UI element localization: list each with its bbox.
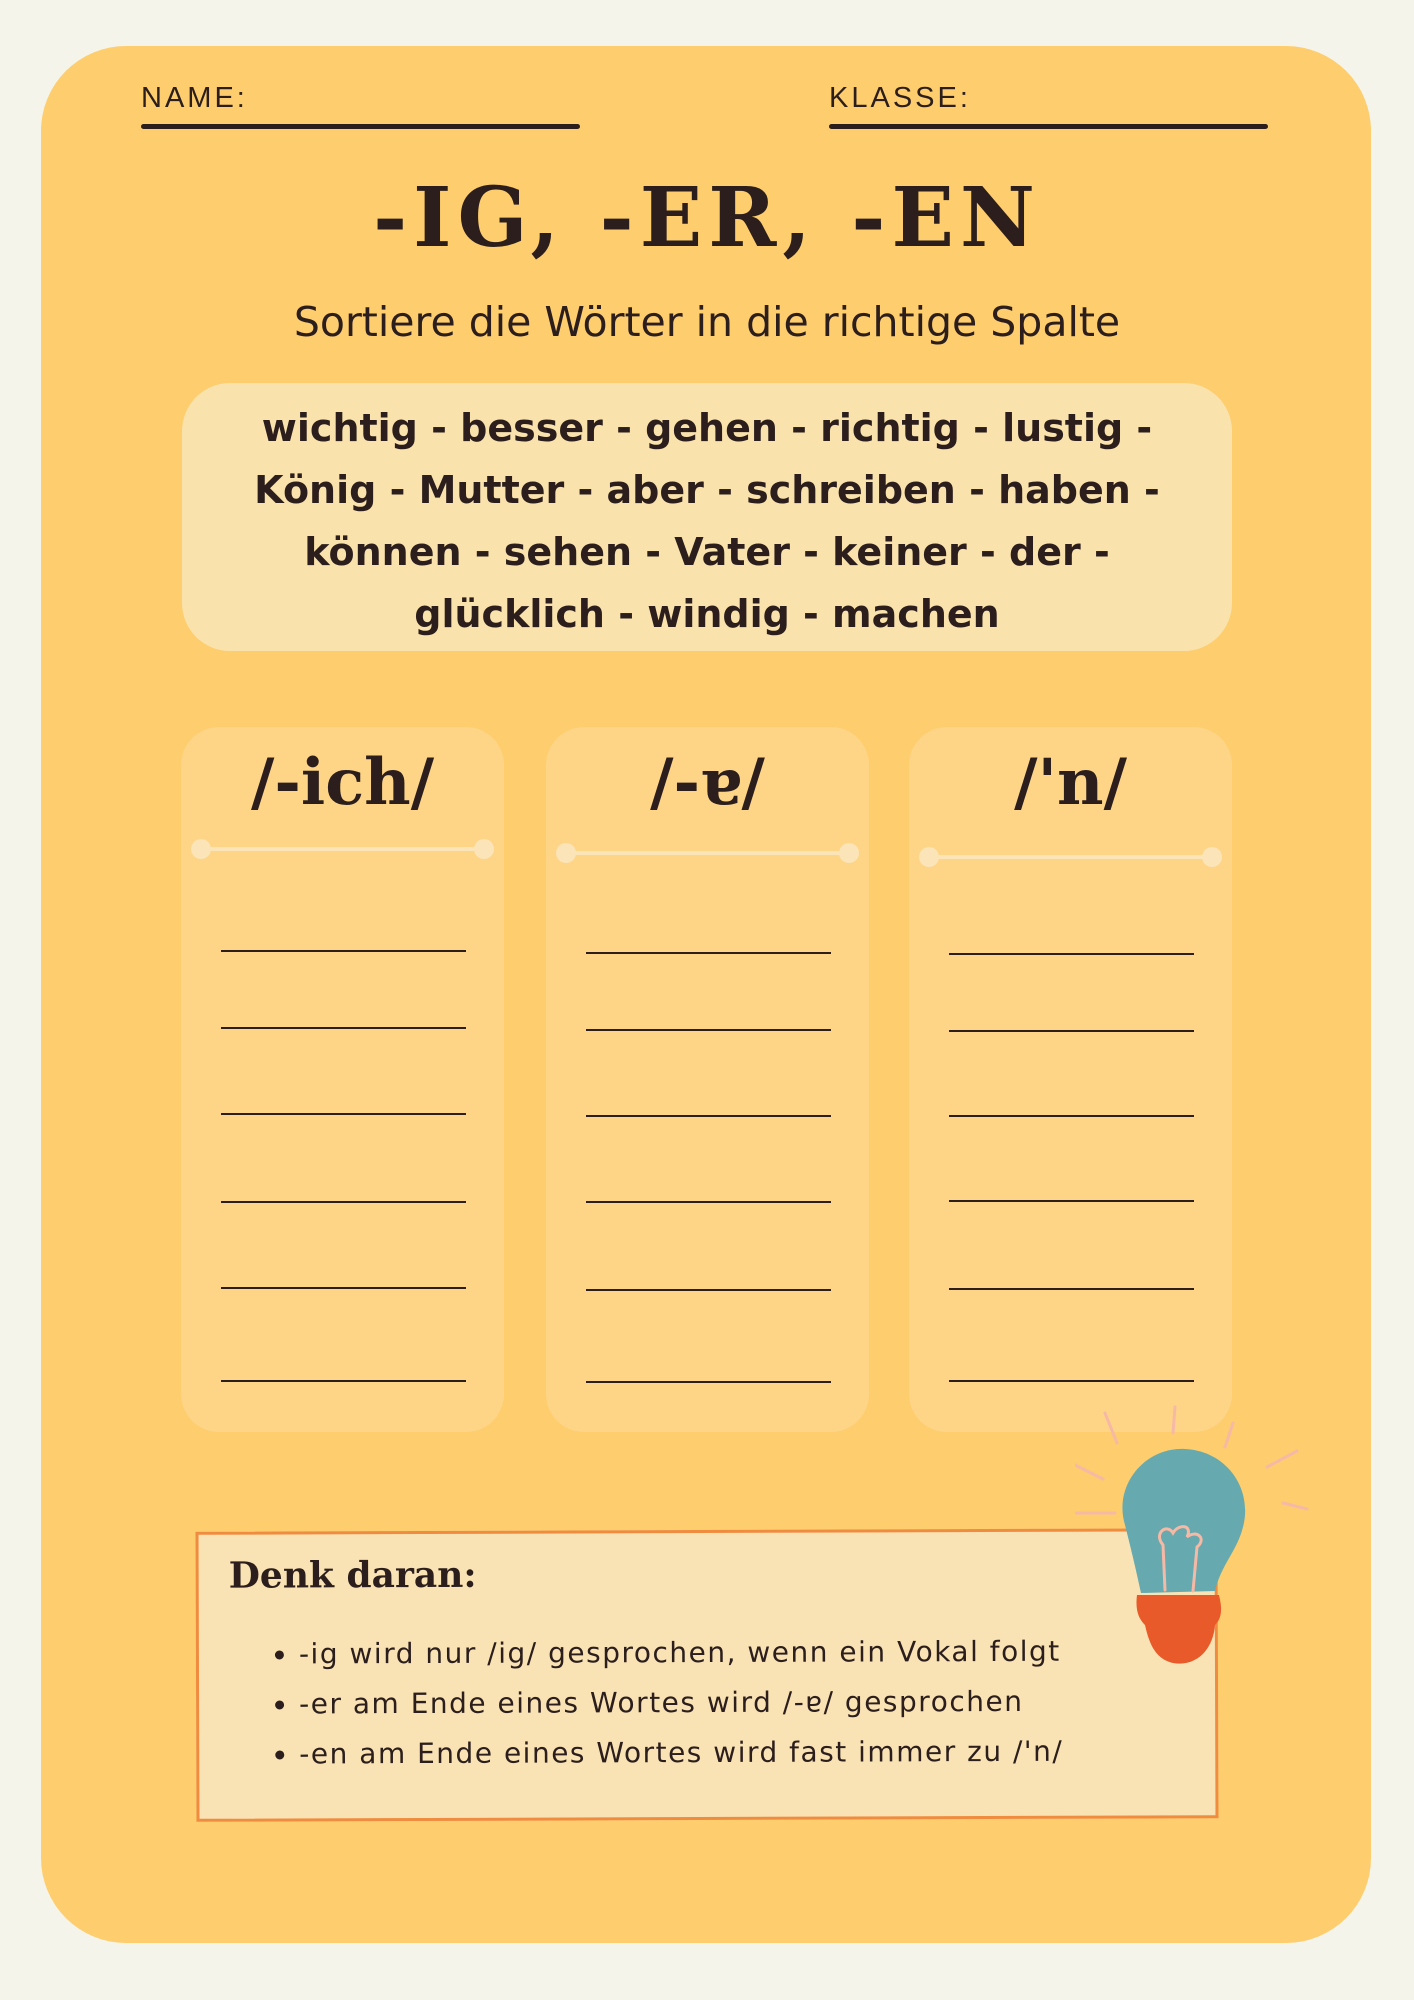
divider-dot	[1202, 847, 1222, 867]
answer-line[interactable]	[586, 1289, 831, 1291]
lightbulb-icon	[1075, 1405, 1315, 1695]
answer-line[interactable]	[949, 1288, 1194, 1290]
answer-line[interactable]	[586, 1029, 831, 1031]
column-header: /'n/	[1014, 745, 1127, 820]
answer-line[interactable]	[949, 1200, 1194, 1202]
answer-line[interactable]	[221, 1113, 466, 1115]
word-bank-line: können - sehen - Vater - keiner - der -	[304, 530, 1110, 574]
divider-dot	[191, 839, 211, 859]
column-divider	[201, 847, 484, 851]
class-label: KLASSE:	[829, 82, 971, 114]
answer-line[interactable]	[586, 1381, 831, 1383]
column-header: /-ɐ/	[650, 745, 765, 820]
divider-dot	[839, 843, 859, 863]
column-ich	[181, 727, 504, 1432]
name-field-line[interactable]	[141, 124, 580, 129]
column-en	[909, 727, 1232, 1432]
bulb-base	[1136, 1595, 1221, 1664]
reminder-list	[259, 1627, 1064, 1780]
divider-dot	[919, 847, 939, 867]
answer-line[interactable]	[221, 950, 466, 952]
answer-line[interactable]	[949, 1115, 1194, 1117]
bulb-glass	[1122, 1449, 1245, 1593]
answer-line[interactable]	[586, 1201, 831, 1203]
word-bank-line: glücklich - windig - machen	[414, 592, 1000, 636]
name-label: NAME:	[141, 82, 248, 114]
column-divider	[929, 855, 1212, 859]
answer-line[interactable]	[949, 1030, 1194, 1032]
answer-line[interactable]	[221, 1287, 466, 1289]
class-field-line[interactable]	[829, 124, 1268, 129]
column-er	[546, 727, 869, 1432]
divider-dot	[474, 839, 494, 859]
answer-line[interactable]	[221, 1380, 466, 1382]
reminder-title: Denk daran:	[228, 1553, 477, 1597]
divider-dot	[556, 843, 576, 863]
word-bank	[182, 383, 1232, 651]
answer-line[interactable]	[586, 1115, 831, 1117]
reminder-box	[195, 1528, 1218, 1822]
word-bank-line: wichtig - besser - gehen - richtig - lustig -	[261, 406, 1153, 450]
worksheet-title: -IG, -ER, -EN	[373, 170, 1041, 266]
answer-line[interactable]	[221, 1201, 466, 1203]
answer-line[interactable]	[586, 952, 831, 954]
column-header: /-ich/	[250, 745, 435, 820]
answer-line[interactable]	[949, 1380, 1194, 1382]
reminder-item: • -er am Ende eines Wortes wird /-ɐ/ gesprochen	[299, 1677, 1063, 1730]
column-divider	[566, 851, 849, 855]
word-bank-line: König - Mutter - aber - schreiben - haben -	[254, 468, 1160, 512]
answer-line[interactable]	[949, 953, 1194, 955]
reminder-item: • -en am Ende eines Wortes wird fast immer zu /'n/	[299, 1727, 1063, 1780]
answer-line[interactable]	[221, 1027, 466, 1029]
instruction-text: Sortiere die Wörter in die richtige Spalte	[293, 298, 1121, 346]
reminder-item: • -ig wird nur /ig/ gesprochen, wenn ein Vokal folgt	[299, 1627, 1063, 1680]
